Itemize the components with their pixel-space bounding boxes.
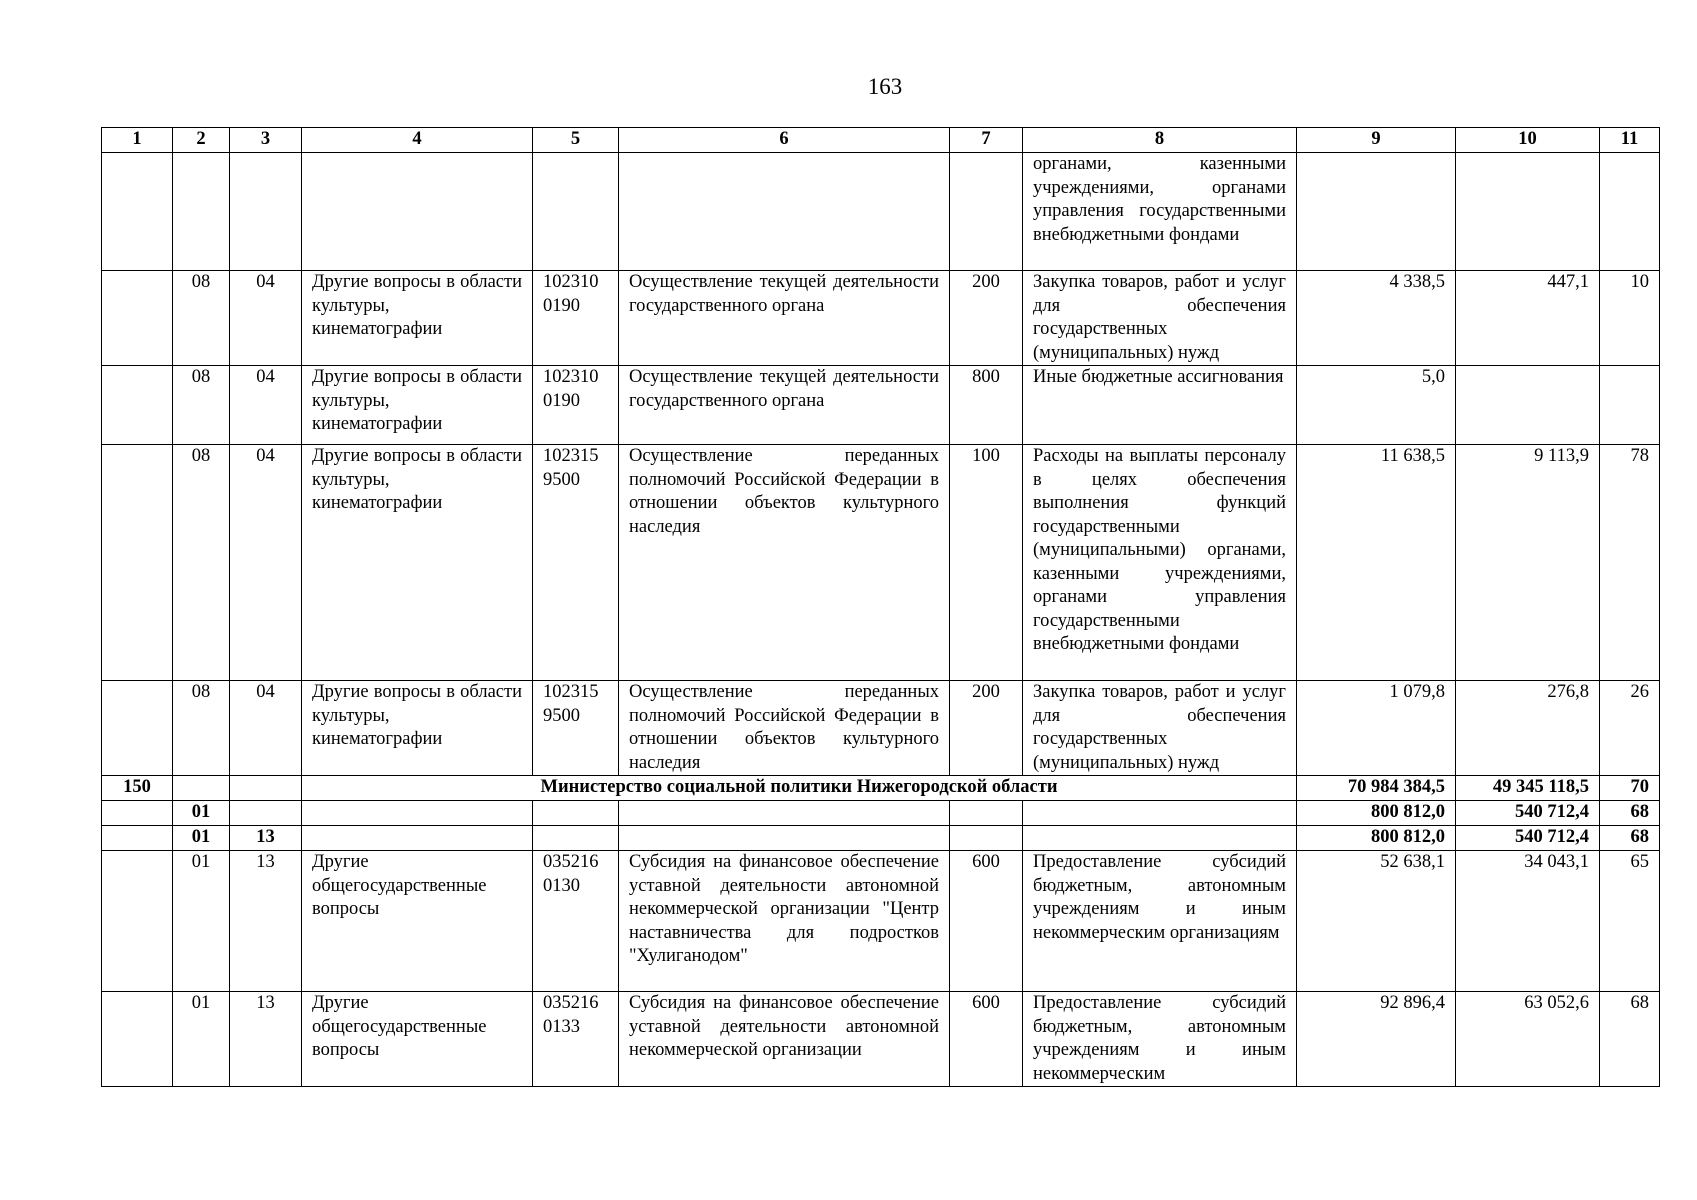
cell-target-name: Субсидия на финансовое обеспечение уставной деятельности автономной некоммерческой организации	[619, 992, 950, 1087]
cell-target-code: 035216 0133	[533, 992, 619, 1087]
cell-plan: 1 079,8	[1297, 681, 1456, 776]
cell-expense-type: 200	[950, 681, 1023, 776]
cell-actual: 63 052,6	[1456, 992, 1600, 1087]
cell-admin-code	[102, 681, 173, 776]
cell-subsection: 13	[230, 992, 302, 1087]
column-header: 2	[173, 128, 230, 153]
cell-target-code: 035216 0130	[533, 851, 619, 992]
column-header: 3	[230, 128, 302, 153]
page-number: 163	[867, 74, 903, 99]
table-row	[102, 445, 1660, 681]
cell-expense-name: Закупка товаров, работ и услуг для обеспечения государственных (муниципальных) нужд	[1023, 271, 1297, 366]
cell-target-name: Осуществление переданных полномочий Российской Федерации в отношении объектов культурного наследия	[619, 681, 950, 776]
cell-expense-type: 800	[950, 366, 1023, 445]
cell-percent: 68	[1600, 992, 1660, 1087]
cell-percent: 10	[1600, 271, 1660, 366]
cell-target-name: Субсидия на финансовое обеспечение уставной деятельности автономной некоммерческой организации "Центр наставничества для подростков "Хулиганодом"	[619, 851, 950, 992]
cell-target-code	[533, 153, 619, 271]
cell-target-name	[619, 801, 950, 826]
cell-plan: 11 638,5	[1297, 445, 1456, 681]
cell-expense-name	[1023, 826, 1297, 851]
cell-percent	[1600, 153, 1660, 271]
cell-admin-code	[102, 801, 173, 826]
cell-subsection	[230, 776, 302, 801]
cell-expense-name	[1023, 801, 1297, 826]
column-header: 11	[1600, 128, 1660, 153]
cell-actual	[1456, 153, 1600, 271]
ministry-title: Министерство социальной политики Нижегородской области	[302, 776, 1297, 801]
cell-admin-code	[102, 445, 173, 681]
cell-plan: 800 812,0	[1297, 826, 1456, 851]
cell-expense-type	[950, 826, 1023, 851]
cell-section: 01	[173, 851, 230, 992]
cell-section-name: Другие вопросы в области культуры, кинематографии	[302, 366, 533, 445]
cell-subsection	[230, 153, 302, 271]
subsection-total-row	[102, 826, 1660, 851]
cell-actual: 540 712,4	[1456, 826, 1600, 851]
cell-actual: 447,1	[1456, 271, 1600, 366]
cell-section: 08	[173, 271, 230, 366]
cell-section-name: Другие общегосударственные вопросы	[302, 851, 533, 992]
cell-actual	[1456, 366, 1600, 445]
table-row	[102, 681, 1660, 776]
cell-target-name: Осуществление текущей деятельности государственного органа	[619, 366, 950, 445]
cell-expense-type: 600	[950, 851, 1023, 992]
cell-plan: 70 984 384,5	[1297, 776, 1456, 801]
cell-admin-code	[102, 366, 173, 445]
cell-subsection: 04	[230, 681, 302, 776]
cell-section: 01	[173, 826, 230, 851]
cell-section-name: Другие вопросы в области культуры, кинематографии	[302, 271, 533, 366]
cell-admin-code	[102, 992, 173, 1087]
column-header: 5	[533, 128, 619, 153]
table-row	[102, 366, 1660, 445]
table-row	[102, 992, 1660, 1087]
cell-target-name	[619, 826, 950, 851]
cell-expense-name: Иные бюджетные ассигнования	[1023, 366, 1297, 445]
cell-subsection	[230, 801, 302, 826]
cell-expense-name: Расходы на выплаты персоналу в целях обеспечения выполнения функций государственными (муниципальными) органами, казенными учреждениями, органами управления государственными внебюджетными фондами	[1023, 445, 1297, 681]
cell-percent: 65	[1600, 851, 1660, 992]
cell-percent: 70	[1600, 776, 1660, 801]
table-row	[102, 851, 1660, 992]
column-header: 10	[1456, 128, 1600, 153]
cell-subsection: 13	[230, 851, 302, 992]
cell-target-code: 102310 0190	[533, 271, 619, 366]
cell-expense-name: Предоставление субсидий бюджетным, автономным учреждениям и иным некоммерческим организациям	[1023, 851, 1297, 992]
ministry-row	[102, 776, 1660, 801]
cell-percent: 68	[1600, 826, 1660, 851]
cell-section: 01	[173, 801, 230, 826]
cell-section	[173, 776, 230, 801]
cell-admin-code	[102, 271, 173, 366]
cell-section-name	[302, 801, 533, 826]
budget-table	[101, 127, 1660, 1087]
cell-target-code: 102310 0190	[533, 366, 619, 445]
section-total-row	[102, 801, 1660, 826]
cell-admin-code: 150	[102, 776, 173, 801]
cell-percent: 78	[1600, 445, 1660, 681]
cell-section-name: Другие вопросы в области культуры, кинематографии	[302, 445, 533, 681]
cell-expense-type: 100	[950, 445, 1023, 681]
cell-section-name	[302, 153, 533, 271]
cell-expense-name: Закупка товаров, работ и услуг для обеспечения государственных (муниципальных) нужд	[1023, 681, 1297, 776]
cell-target-code: 102315 9500	[533, 445, 619, 681]
cell-subsection: 13	[230, 826, 302, 851]
cell-target-code	[533, 826, 619, 851]
column-header: 9	[1297, 128, 1456, 153]
cell-target-code: 102315 9500	[533, 681, 619, 776]
cell-plan: 92 896,4	[1297, 992, 1456, 1087]
cell-subsection: 04	[230, 445, 302, 681]
cell-target-name: Осуществление переданных полномочий Российской Федерации в отношении объектов культурного наследия	[619, 445, 950, 681]
cell-section: 08	[173, 681, 230, 776]
cell-target-code	[533, 801, 619, 826]
cell-expense-type	[950, 153, 1023, 271]
column-header: 1	[102, 128, 173, 153]
table-row	[102, 153, 1660, 271]
column-header: 6	[619, 128, 950, 153]
cell-percent	[1600, 366, 1660, 445]
cell-section: 01	[173, 992, 230, 1087]
cell-expense-type	[950, 801, 1023, 826]
cell-actual: 276,8	[1456, 681, 1600, 776]
cell-plan: 4 338,5	[1297, 271, 1456, 366]
cell-target-name: Осуществление текущей деятельности государственного органа	[619, 271, 950, 366]
cell-subsection: 04	[230, 366, 302, 445]
column-header: 7	[950, 128, 1023, 153]
cell-section: 08	[173, 366, 230, 445]
cell-actual: 49 345 118,5	[1456, 776, 1600, 801]
cell-target-name	[619, 153, 950, 271]
cell-section: 08	[173, 445, 230, 681]
cell-plan: 52 638,1	[1297, 851, 1456, 992]
cell-section-name: Другие общегосударственные вопросы	[302, 992, 533, 1087]
cell-admin-code	[102, 851, 173, 992]
cell-percent: 26	[1600, 681, 1660, 776]
cell-actual: 34 043,1	[1456, 851, 1600, 992]
column-header: 8	[1023, 128, 1297, 153]
table-row	[102, 271, 1660, 366]
cell-section-name	[302, 826, 533, 851]
column-header: 4	[302, 128, 533, 153]
cell-subsection: 04	[230, 271, 302, 366]
cell-section	[173, 153, 230, 271]
cell-percent: 68	[1600, 801, 1660, 826]
cell-actual: 9 113,9	[1456, 445, 1600, 681]
cell-plan: 5,0	[1297, 366, 1456, 445]
cell-plan	[1297, 153, 1456, 271]
cell-expense-type: 200	[950, 271, 1023, 366]
header-row	[102, 128, 1660, 153]
cell-admin-code	[102, 826, 173, 851]
cell-section-name: Другие вопросы в области культуры, кинематографии	[302, 681, 533, 776]
cell-expense-type: 600	[950, 992, 1023, 1087]
cell-plan: 800 812,0	[1297, 801, 1456, 826]
cell-actual: 540 712,4	[1456, 801, 1600, 826]
cell-expense-name: Предоставление субсидий бюджетным, автономным учреждениям и иным некоммерческим	[1023, 992, 1297, 1087]
cell-expense-name: органами, казенными учреждениями, органами управления государственными внебюджетными фондами	[1023, 153, 1297, 271]
cell-admin-code	[102, 153, 173, 271]
